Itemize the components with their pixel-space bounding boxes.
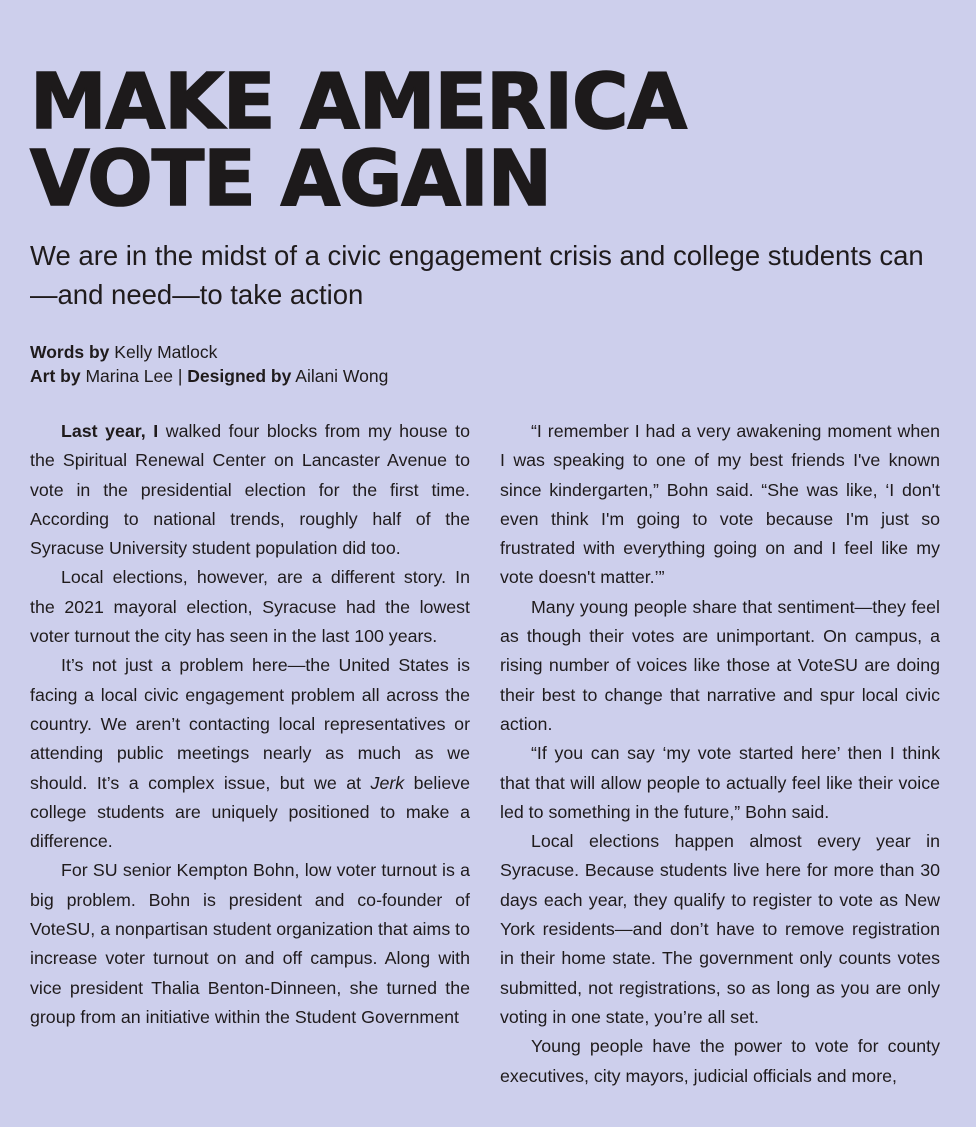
article-deck: We are in the midst of a civic engagement crisis and college students can—and need—to take action bbox=[30, 240, 924, 310]
lead-in: Last year, I bbox=[61, 421, 159, 441]
body-paragraph bbox=[30, 417, 470, 563]
words-author: Kelly Matlock bbox=[114, 342, 218, 362]
article-credits bbox=[30, 340, 388, 388]
headline-line-1: MAKE AMERICA bbox=[30, 58, 687, 147]
body-paragraph: Local elections happen almost every year in Syracuse. Because students live here for more than 30 days each year, they qualify to register to vote as New York residents—and don’t have to remove registration in their home state. The government only counts votes submitted, not registrations, so as long as you are only voting in one state, you’re all set. bbox=[500, 831, 940, 1027]
paragraph-text: believe college students are uniquely positioned to make a difference. bbox=[30, 772, 470, 852]
paragraph-text: It’s not just a problem here—the United States is facing a local civic engagement problem all across the country. We aren’t contacting local representatives or attending public meetings nearly as much as we should. It’s a complex issue, but we at bbox=[30, 655, 470, 793]
credit-separator: | bbox=[177, 366, 183, 386]
article-headline bbox=[30, 58, 687, 224]
body-paragraph: Many young people share that sentiment—they feel as though their votes are unimportant. On campus, a rising number of voices like those at VoteSU are doing their best to change that narrative and spur local civic action. bbox=[500, 596, 940, 734]
body-paragraph: “If you can say ‘my vote started here’ then I think that that will allow people to actually feel like their voice led to something in the future,” Bohn said. bbox=[500, 743, 940, 822]
body-paragraph: “I remember I had a very awakening moment when I was speaking to one of my best friends I've known since kindergarten,” Bohn said. “She was like, ‘I don't even think I'm going to vote because I'm just so frustrated with everything going on and I feel like my vote doesn't matter.’” bbox=[500, 421, 940, 588]
body-column-left bbox=[30, 417, 470, 1032]
designer-name: Ailani Wong bbox=[295, 366, 389, 386]
paragraph-text: walked four blocks from my house to the Spiritual Renewal Center on Lancaster Avenue to vote in the presidential election for the first time. According to national trends, roughly half of the Syracuse University student population did too. bbox=[30, 421, 470, 559]
art-design-credit bbox=[30, 364, 388, 388]
headline-line-2: VOTE AGAIN bbox=[30, 135, 552, 224]
body-paragraph: Local elections, however, are a different story. In the 2021 mayoral election, Syracuse had the lowest voter turnout the city has seen in the last 100 years. bbox=[30, 567, 470, 647]
body-paragraph bbox=[30, 651, 470, 856]
body-column-right bbox=[500, 417, 940, 1091]
body-paragraph: Young people have the power to vote for county executives, city mayors, judicial officials and more, bbox=[500, 1036, 940, 1086]
words-label: Words by bbox=[30, 342, 110, 362]
art-label: Art by bbox=[30, 366, 81, 386]
art-author: Marina Lee bbox=[85, 366, 173, 386]
words-credit bbox=[30, 340, 388, 364]
designed-label: Designed by bbox=[187, 366, 292, 386]
publication-name: Jerk bbox=[370, 772, 405, 793]
body-paragraph: For SU senior Kempton Bohn, low voter turnout is a big problem. Bohn is president and co-founder of VoteSU, a nonpartisan student organization that aims to increase voter turnout on and off campus. Along with vice president Thalia Benton-Dinneen, she turned the group from an initiative within the Student Government bbox=[30, 860, 470, 1027]
